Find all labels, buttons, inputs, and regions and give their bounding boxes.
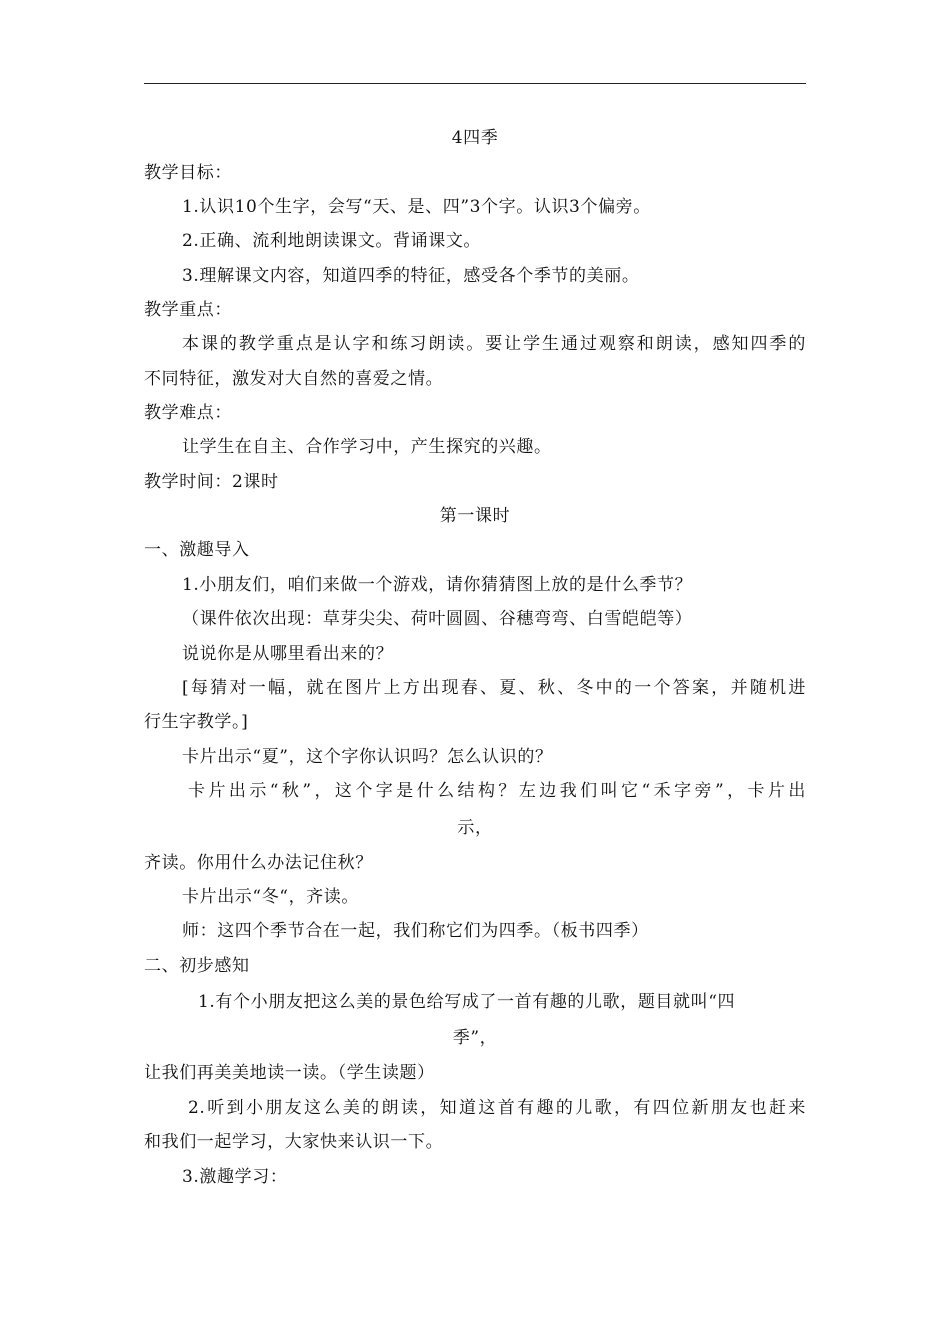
paragraph-line: 卡片出示“冬“，齐读。	[182, 887, 359, 907]
paragraph-line: 师：这四个季节合在一起，我们称它们为四季。（板书四季）	[182, 921, 649, 941]
paragraph-line: [每猜对一幅，就在图片上方出现春、夏、秋、冬中的一个答案，并随机进	[182, 678, 806, 698]
objective-item: 1.认识10个生字，会写“天、是、四”3个字。认识3个偏旁。	[182, 197, 651, 217]
paragraph-line: （课件依次出现：草芽尖尖、荷叶圆圆、谷穗弯弯、白雪皑皑等）	[182, 609, 693, 629]
focus-line: 不同特征，激发对大自然的喜爱之情。	[144, 369, 444, 389]
objective-item: 3.理解课文内容，知道四季的特征，感受各个季节的美丽。	[182, 266, 640, 286]
paragraph-line: 3.激趣学习：	[182, 1167, 288, 1187]
paragraph-line: 季”，	[452, 1028, 498, 1048]
paragraph-line: 1.有个小朋友把这么美的景色给写成了一首有趣的儿歌，题目就叫“四	[198, 992, 736, 1012]
lesson-heading: 第一课时	[439, 506, 511, 526]
difficulty-heading: 教学难点：	[144, 403, 232, 423]
header-rule	[144, 83, 806, 84]
focus-heading: 教学重点：	[144, 300, 232, 320]
objectives-heading: 教学目标：	[144, 163, 232, 183]
paragraph-line: 行生字教学。]	[144, 712, 249, 732]
page-title: 4四季	[451, 128, 499, 148]
paragraph-line: 2.听到小朋友这么美的朗读，知道这首有趣的儿歌，有四位新朋友也赶来	[188, 1098, 806, 1118]
time-text: 教学时间：2课时	[144, 472, 279, 492]
focus-line: 本课的教学重点是认字和练习朗读。要让学生通过观察和朗读，感知四季的	[182, 334, 806, 354]
paragraph-line: 示，	[457, 818, 493, 838]
objective-item: 2.正确、流利地朗读课文。背诵课文。	[182, 231, 482, 251]
paragraph-line: 和我们一起学习，大家快来认识一下。	[144, 1132, 444, 1152]
section-heading: 一、激趣导入	[144, 540, 250, 560]
paragraph-line: 齐读。你用什么办法记住秋？	[144, 853, 373, 873]
paragraph-line: 1.小朋友们，咱们来做一个游戏，请你猜猜图上放的是什么季节？	[182, 575, 693, 595]
paragraph-line: 让我们再美美地读一读。（学生读题）	[144, 1063, 435, 1083]
paragraph-line: 卡片出示“夏”，这个字你认识吗？怎么认识的？	[182, 747, 553, 767]
difficulty-text: 让学生在自主、合作学习中，产生探究的兴趣。	[182, 437, 552, 457]
paragraph-line: 说说你是从哪里看出来的？	[182, 644, 394, 664]
paragraph-line: 卡片出示“秋”，这个字是什么结构？左边我们叫它“禾字旁”，卡片出	[188, 781, 806, 801]
section-heading: 二、初步感知	[144, 956, 250, 976]
